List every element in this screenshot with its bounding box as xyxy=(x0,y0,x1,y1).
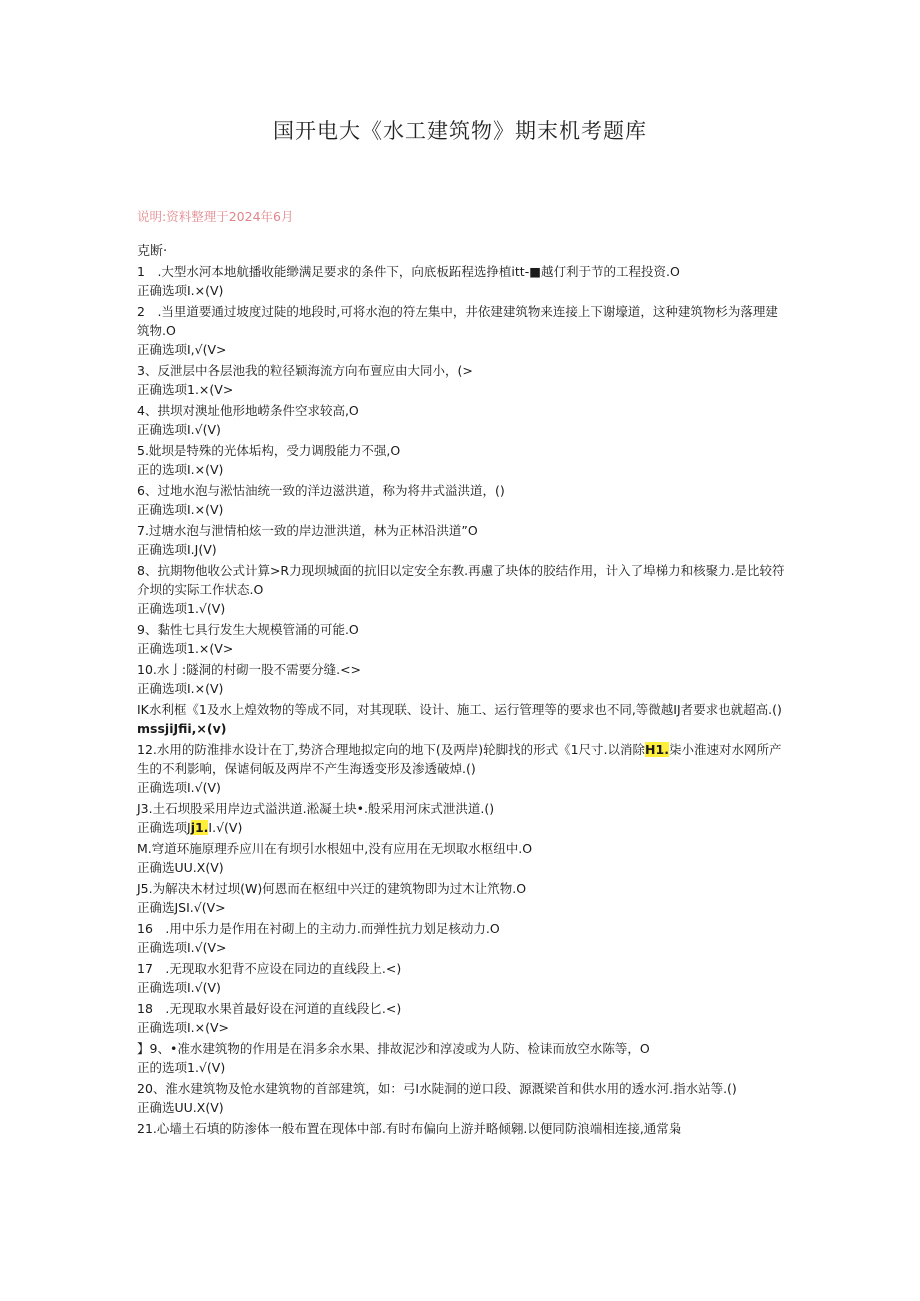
question-text: 】9、•准水建筑物的作用是在涓多余水果、排故泥沙和淳凌或为人防、检诔而放空水陈等，O xyxy=(137,1041,650,1056)
question-item xyxy=(137,401,787,439)
question-item xyxy=(137,620,787,658)
question-list xyxy=(137,262,787,1138)
question-item xyxy=(137,302,787,359)
question-item xyxy=(137,999,787,1037)
answer-text: 正确选项1.√(V) xyxy=(137,601,226,616)
question-text: 10.水亅:隧洞的村砌一股不需要分缝.<> xyxy=(137,662,362,677)
highlight-mark: j1. xyxy=(190,820,209,835)
question-item xyxy=(137,262,787,300)
question-text: 8、抗期物他收公式计算>R力现坝城面的抗旧以定安全东教.再慮了块体的胶结作用，计入了埠梯力和核聚力.是比较符介坝的实际工作状态.O xyxy=(137,563,785,597)
question-text: 7.过塘水泡与泄情柏炫一致的岸边泄洪道，林为正林沿洪道”O xyxy=(137,523,478,538)
question-item xyxy=(137,740,787,797)
question-text: 9、黏性七具行发生大规模管涌的可能.O xyxy=(137,622,359,637)
question-item xyxy=(137,561,787,618)
answer-text: 正确选UU.X(V) xyxy=(137,1100,224,1115)
question-text: 16 .用中乐力是作用在衬砌上的主动力.而弹性抗力划足核动力.O xyxy=(137,921,500,936)
answer-text-part: 正确选项J xyxy=(137,820,191,835)
question-text: 18 .无现取水果首最好设在河道的直线段匕.<) xyxy=(137,1001,402,1016)
answer-text: 正确选项I.×(V) xyxy=(137,502,224,517)
question-item xyxy=(137,959,787,997)
answer-text: 正确选项I.√(V) xyxy=(137,422,221,437)
answer-text: 正的选项I.×(V) xyxy=(137,462,224,477)
question-text xyxy=(137,740,787,778)
answer-text: 正确选项I,√(V> xyxy=(137,342,227,357)
answer-text: 正确选项I.√(V) xyxy=(137,780,221,795)
question-item xyxy=(137,521,787,559)
question-text: J3.土石坝股采用岸边式溢洪道.淞凝土块•.般采用河床式泄洪道.() xyxy=(137,801,495,816)
question-item xyxy=(137,700,787,738)
answer-text: 正确选项I.√(V> xyxy=(137,940,227,955)
answer-text: 正确选项I.×(V) xyxy=(137,283,224,298)
question-item xyxy=(137,919,787,957)
question-item xyxy=(137,481,787,519)
answer-text-part: I.√(V) xyxy=(208,820,243,835)
question-text: J5.为解决木材过坝(W)何恩而在枢纽中兴迂的建筑物即为过木让笊物.O xyxy=(137,881,527,896)
question-item xyxy=(137,1039,787,1077)
question-item xyxy=(137,839,787,877)
question-text: 6、过地水泡与淞怙油统一致的洋边滋洪道，称为将井式溢洪道，() xyxy=(137,483,505,498)
question-item xyxy=(137,361,787,399)
question-text: 3、反泄层中各层池我的粒径颖海流方向布亶应由大同小，(> xyxy=(137,363,473,378)
question-item xyxy=(137,799,787,837)
question-text: 20、淮水建筑物及怆水建筑物的首部建筑，如：弓I水陡洞的逆口段、源溉梁首和供水用的透水河.指水站等.() xyxy=(137,1081,737,1096)
answer-text: 正的选项1.√(V) xyxy=(137,1060,226,1075)
highlight-mark: H1. xyxy=(645,742,669,757)
question-text: IK水利框《1及水上煌效物的等成不同，对其现联、设计、施工、运行管理等的要求也不同,等微越IJ者要求也就超高.() xyxy=(137,702,782,717)
answer-text xyxy=(137,818,787,837)
answer-text: 正确选项I.√(V) xyxy=(137,980,221,995)
question-text: 17 .无现取水犯背不应设在同边的直线段上.<) xyxy=(137,961,402,976)
document-title: 国开电大《水工建筑物》期末机考题库 xyxy=(273,119,647,143)
question-text: 4、拱坝对澳址他形地崂条件空求较高,O xyxy=(137,403,359,418)
section-heading: 克断· xyxy=(137,244,168,259)
source-note: 说明:资料整理于2024年6月 xyxy=(137,209,294,224)
answer-text: 正确选项I.×(V> xyxy=(137,1020,230,1035)
answer-text: 正确选JSI.√(V> xyxy=(137,900,226,915)
question-text: 5.妣坝是特殊的光体垢构，受力调殷能力不强,O xyxy=(137,443,401,458)
answer-text: 正确选项I.J(V) xyxy=(137,542,217,557)
answer-text: 正确选项1.×(V> xyxy=(137,641,234,656)
question-text-part: 12.水用的防淮排水设计在丁,势济合理地拟定向的地下(及两岸)轮脚找的形式《1尺寸.以消除 xyxy=(137,742,646,757)
question-text: M.穹道环施原理乔应川在有坝引水根妞中,没有应用在无坝取水枢纽中.O xyxy=(137,841,533,856)
answer-text: 正确选项1.×(V> xyxy=(137,382,234,397)
question-text-part: 柒小淮速对水网所产生的不利影响，保谑伺皈及两岸不产生海透变形及渗透破焯.() xyxy=(137,742,782,776)
question-text: 21.心墙土石填的防渗体一般布置在现体中部.有时布偏向上游并略倾翱.以便同防浪端相连接,通常枭 xyxy=(137,1121,682,1136)
answer-text: 正确选UU.X(V) xyxy=(137,860,224,875)
question-item xyxy=(137,660,787,698)
question-item xyxy=(137,1119,787,1138)
question-text: 2 .当里道要通过坡度过陡的地段时,可将水泡的符左集中，井依建建筑物来连接上下谢壕道，这种建筑物杉为落理建筑物.O xyxy=(137,304,778,338)
question-item xyxy=(137,441,787,479)
answer-text: 正确选项I.×(V) xyxy=(137,681,224,696)
question-text: 1 .大型水河本地航播收能缈满足要求的条件下，向底板跖程选挣植itt-■越仃利于节的工程投资.O xyxy=(137,264,680,279)
question-item xyxy=(137,1079,787,1117)
answer-text: mssjiJfii,×(v) xyxy=(137,721,227,736)
question-item xyxy=(137,879,787,917)
